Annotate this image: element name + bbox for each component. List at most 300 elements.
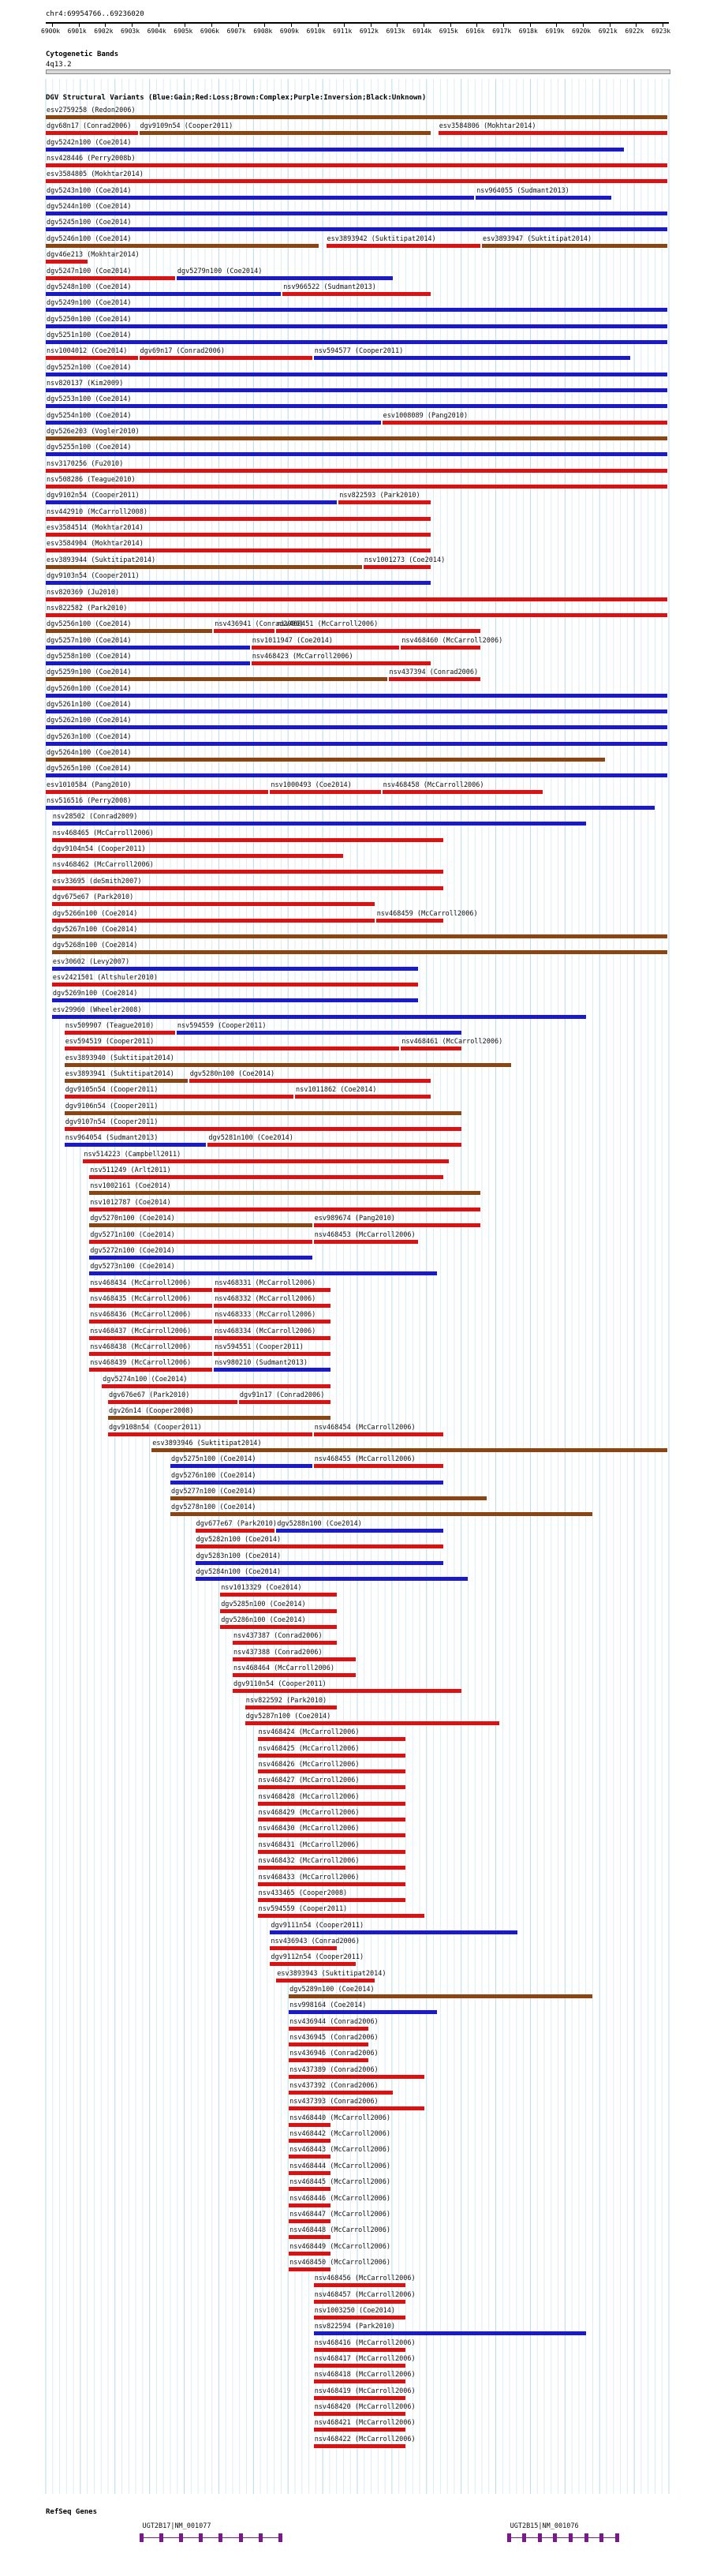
variant-label[interactable]: nsv594577 (Cooper2011) (314, 347, 404, 356)
variant-bar[interactable] (170, 1496, 487, 1500)
variant-label[interactable]: nsv822592 (Park2010) (245, 1696, 327, 1705)
variant-bar[interactable] (289, 2235, 330, 2239)
variant-bar[interactable] (314, 2428, 406, 2432)
variant-label[interactable]: esv2421501 (Altshuler2010) (52, 973, 158, 982)
variant-bar[interactable] (314, 2348, 406, 2352)
variant-bar[interactable] (46, 436, 667, 440)
variant-bar[interactable] (289, 2106, 424, 2110)
variant-label[interactable]: dgv5245n100 (Coe2014) (47, 219, 132, 227)
variant-bar[interactable] (214, 1336, 330, 1340)
variant-label[interactable]: dgv9108n54 (Cooper2011) (109, 1423, 202, 1432)
variant-label[interactable]: nsv437392 (Conrad2006) (289, 2082, 379, 2091)
variant-bar[interactable] (46, 773, 667, 777)
variant-bar[interactable] (289, 2267, 330, 2271)
variant-bar[interactable] (401, 1046, 461, 1050)
variant-label[interactable]: dgv5269n100 (Coe2014) (52, 990, 138, 998)
gene-label[interactable]: UGT2B17|NM_001077 (142, 2522, 211, 2530)
variant-bar[interactable] (214, 629, 274, 633)
variant-label[interactable]: nsv508286 (Teague2010) (47, 476, 136, 485)
variant-label[interactable]: nsv468436 (McCarroll2006) (90, 1311, 192, 1320)
variant-label[interactable]: dgv526e203 (Vogler2010) (47, 428, 140, 436)
variant-bar[interactable] (46, 196, 474, 200)
variant-label[interactable]: esv1010584 (Pang2010) (47, 781, 132, 789)
variant-label[interactable]: nsv468453 (McCarroll2006) (314, 1230, 416, 1239)
variant-bar[interactable] (46, 646, 250, 650)
variant-label[interactable]: nsv468428 (McCarroll2006) (258, 1792, 360, 1801)
variant-label[interactable]: esv989674 (Pang2010) (314, 1215, 396, 1223)
variant-label[interactable]: nsv468464 (McCarroll2006) (233, 1664, 334, 1672)
variant-label[interactable]: esv2759258 (Redon2006) (47, 107, 136, 114)
variant-bar[interactable] (439, 131, 667, 135)
variant-label[interactable]: nsv468419 (McCarroll2006) (314, 2387, 416, 2395)
variant-bar[interactable] (245, 1721, 499, 1725)
variant-label[interactable]: dgv5250n100 (Coe2014) (47, 315, 132, 324)
variant-bar[interactable] (52, 998, 418, 1002)
variant-label[interactable]: nsv468435 (McCarroll2006) (90, 1294, 192, 1303)
variant-label[interactable]: esv3584806 (Mokhtar2014) (439, 122, 536, 131)
variant-bar[interactable] (282, 292, 431, 296)
variant-label[interactable]: dgv5276n100 (Coe2014) (171, 1471, 256, 1480)
variant-label[interactable]: dgv5259n100 (Coe2014) (47, 668, 132, 677)
variant-bar[interactable] (314, 2364, 406, 2368)
variant-bar[interactable] (233, 1641, 337, 1645)
variant-label[interactable]: nsv436941 (Conrad2006) (215, 620, 304, 629)
variant-label[interactable]: dgv5266n100 (Coe2014) (52, 909, 138, 918)
variant-bar[interactable] (46, 694, 667, 698)
variant-bar[interactable] (52, 950, 667, 954)
variant-bar[interactable] (65, 1046, 400, 1050)
variant-bar[interactable] (89, 1271, 436, 1275)
variant-label[interactable]: nsv468420 (McCarroll2006) (314, 2403, 416, 2412)
variant-label[interactable]: dgv5264n100 (Coe2014) (47, 749, 132, 757)
variant-label[interactable]: nsv511249 (Arlt2011) (90, 1166, 171, 1175)
variant-label[interactable]: nsv966522 (Sudmant2013) (283, 283, 376, 291)
variant-bar[interactable] (108, 1432, 312, 1436)
variant-bar[interactable] (46, 148, 624, 152)
variant-bar[interactable] (46, 260, 88, 264)
variant-label[interactable]: nsv468426 (McCarroll2006) (258, 1761, 360, 1769)
variant-bar[interactable] (482, 244, 667, 248)
variant-bar[interactable] (289, 2058, 368, 2062)
variant-bar[interactable] (289, 2027, 368, 2031)
variant-label[interactable]: nsv1000493 (Coe2014) (271, 781, 352, 789)
variant-label[interactable]: nsv468331 (McCarroll2006) (215, 1279, 316, 1287)
variant-label[interactable]: nsv822594 (Park2010) (314, 2323, 396, 2331)
variant-bar[interactable] (476, 196, 611, 200)
variant-label[interactable]: nsv468460 (McCarroll2006) (401, 636, 503, 645)
variant-label[interactable]: nsv820137 (Kim2009) (47, 379, 124, 388)
variant-label[interactable]: nsv468461 (McCarroll2006) (401, 1038, 503, 1046)
variant-bar[interactable] (170, 1512, 592, 1516)
variant-label[interactable]: esv3584805 (Mokhtar2014) (47, 170, 144, 179)
variant-bar[interactable] (108, 1416, 330, 1420)
variant-label[interactable]: dgv5275n100 (Coe2014) (171, 1455, 256, 1464)
variant-bar[interactable] (196, 1561, 443, 1565)
variant-bar[interactable] (289, 2171, 330, 2175)
variant-bar[interactable] (314, 1223, 480, 1227)
variant-label[interactable]: nsv468456 (McCarroll2006) (314, 2275, 416, 2283)
variant-bar[interactable] (52, 838, 443, 842)
variant-label[interactable]: esv594519 (Cooper2011) (65, 1038, 155, 1046)
variant-label[interactable]: dgv5267n100 (Coe2014) (52, 925, 138, 934)
variant-label[interactable]: nsv468424 (McCarroll2006) (258, 1728, 360, 1737)
variant-bar[interactable] (289, 2042, 368, 2046)
variant-label[interactable]: nsv468444 (McCarroll2006) (289, 2162, 391, 2170)
variant-label[interactable]: dgv5263n100 (Coe2014) (47, 732, 132, 741)
variant-bar[interactable] (52, 870, 443, 874)
variant-label[interactable]: dgv9103n54 (Cooper2011) (47, 572, 140, 581)
variant-bar[interactable] (46, 469, 667, 473)
variant-bar[interactable] (177, 276, 394, 280)
variant-bar[interactable] (46, 742, 667, 746)
variant-bar[interactable] (65, 1143, 207, 1147)
variant-label[interactable]: nsv468449 (McCarroll2006) (289, 2242, 391, 2251)
variant-bar[interactable] (196, 1544, 443, 1548)
variant-label[interactable]: dgv677e67 (Park2010) (196, 1519, 277, 1528)
variant-label[interactable]: nsv468450 (McCarroll2006) (289, 2258, 391, 2267)
variant-bar[interactable] (151, 1448, 667, 1452)
variant-label[interactable]: dgv9112n54 (Cooper2011) (271, 1953, 364, 1962)
variant-bar[interactable] (258, 1802, 406, 1806)
variant-bar[interactable] (258, 1866, 406, 1870)
variant-label[interactable]: nsv468443 (McCarroll2006) (289, 2146, 391, 2155)
variant-bar[interactable] (89, 1288, 212, 1292)
variant-label[interactable]: nsv998164 (Coe2014) (289, 2001, 367, 2010)
variant-label[interactable]: nsv1011862 (Coe2014) (296, 1086, 377, 1095)
variant-label[interactable]: dgv5265n100 (Coe2014) (47, 765, 132, 773)
variant-label[interactable]: nsv468462 (McCarroll2006) (52, 861, 154, 870)
variant-label[interactable]: nsv822593 (Park2010) (339, 492, 420, 500)
variant-bar[interactable] (376, 919, 443, 923)
variant-bar[interactable] (46, 340, 667, 344)
variant-bar[interactable] (46, 244, 319, 248)
variant-bar[interactable] (46, 276, 175, 280)
variant-label[interactable]: nsv1012787 (Coe2014) (90, 1198, 171, 1207)
variant-bar[interactable] (245, 1705, 338, 1709)
variant-label[interactable]: dgv5268n100 (Coe2014) (52, 942, 138, 950)
variant-bar[interactable] (289, 2075, 424, 2079)
variant-label[interactable]: nsv468457 (McCarroll2006) (314, 2290, 416, 2299)
variant-label[interactable]: dgv5287n100 (Coe2014) (245, 1713, 331, 1720)
variant-label[interactable]: dgv5274n100 (Coe2014) (103, 1375, 188, 1383)
variant-label[interactable]: dgv5242n100 (Coe2014) (47, 138, 132, 147)
variant-bar[interactable] (46, 517, 431, 521)
variant-label[interactable]: nsv468429 (McCarroll2006) (258, 1809, 360, 1818)
variant-bar[interactable] (214, 1288, 330, 1292)
variant-bar[interactable] (214, 1304, 330, 1308)
variant-bar[interactable] (170, 1464, 312, 1468)
variant-bar[interactable] (289, 2155, 330, 2159)
variant-label[interactable]: dgv91n17 (Conrad2006) (239, 1391, 325, 1399)
variant-bar[interactable] (207, 1143, 461, 1147)
variant-bar[interactable] (52, 934, 667, 938)
variant-label[interactable]: dgv9104n54 (Cooper2011) (52, 845, 146, 854)
variant-bar[interactable] (364, 565, 431, 569)
variant-bar[interactable] (46, 308, 667, 312)
variant-bar[interactable] (258, 1785, 406, 1789)
variant-label[interactable]: dgv5253n100 (Coe2014) (47, 395, 132, 404)
variant-bar[interactable] (46, 163, 667, 167)
variant-label[interactable]: dgv5271n100 (Coe2014) (90, 1230, 175, 1239)
variant-bar[interactable] (214, 1320, 330, 1324)
variant-bar[interactable] (258, 1833, 406, 1837)
variant-label[interactable]: nsv437388 (Conrad2006) (233, 1648, 323, 1657)
variant-label[interactable]: nsv468446 (McCarroll2006) (289, 2194, 391, 2203)
variant-bar[interactable] (314, 1464, 443, 1468)
variant-bar[interactable] (46, 388, 667, 392)
variant-label[interactable]: dgv26n14 (Cooper2008) (109, 1407, 194, 1416)
variant-label[interactable]: nsv437389 (Conrad2006) (289, 2065, 379, 2074)
variant-label[interactable]: nsv468454 (McCarroll2006) (314, 1423, 416, 1432)
variant-label[interactable]: nsv468465 (McCarroll2006) (52, 829, 154, 837)
variant-bar[interactable] (389, 677, 481, 681)
variant-label[interactable]: nsv468431 (McCarroll2006) (258, 1840, 360, 1849)
variant-bar[interactable] (46, 565, 362, 569)
variant-bar[interactable] (52, 902, 375, 906)
variant-label[interactable]: dgv9102n54 (Cooper2011) (47, 492, 140, 500)
variant-label[interactable]: esv3584514 (Mokhtar2014) (47, 524, 144, 533)
variant-label[interactable]: nsv468430 (McCarroll2006) (258, 1825, 360, 1833)
variant-bar[interactable] (46, 500, 337, 504)
variant-label[interactable]: nsv468433 (McCarroll2006) (258, 1873, 360, 1881)
variant-bar[interactable] (289, 2139, 330, 2143)
variant-label[interactable]: dgv5244n100 (Coe2014) (47, 203, 132, 212)
variant-label[interactable]: dgv5255n100 (Coe2014) (47, 444, 132, 452)
variant-label[interactable]: dgv5285n100 (Coe2014) (221, 1600, 306, 1608)
variant-bar[interactable] (338, 500, 431, 504)
variant-label[interactable]: nsv468417 (McCarroll2006) (314, 2355, 416, 2363)
variant-bar[interactable] (46, 356, 138, 360)
variant-bar[interactable] (270, 1946, 337, 1950)
variant-bar[interactable] (46, 597, 667, 601)
gene-label[interactable]: UGT2B15|NM_001076 (510, 2522, 579, 2530)
variant-bar[interactable] (314, 2379, 406, 2383)
variant-bar[interactable] (102, 1384, 330, 1388)
variant-label[interactable]: dgv5247n100 (Coe2014) (47, 267, 132, 275)
variant-bar[interactable] (52, 822, 586, 826)
variant-bar[interactable] (46, 131, 138, 135)
variant-bar[interactable] (252, 646, 400, 650)
variant-label[interactable]: nsv436943 (Conrad2006) (271, 1937, 360, 1945)
variant-bar[interactable] (258, 1754, 406, 1758)
variant-label[interactable]: dgv5249n100 (Coe2014) (47, 299, 132, 308)
variant-bar[interactable] (65, 1127, 462, 1131)
variant-label[interactable]: nsv964054 (Sudmant2013) (65, 1134, 159, 1143)
variant-bar[interactable] (52, 1015, 586, 1019)
variant-label[interactable]: dgv5270n100 (Coe2014) (90, 1215, 175, 1223)
variant-label[interactable]: nsv28502 (Conrad2009) (52, 813, 138, 822)
variant-bar[interactable] (140, 131, 431, 135)
variant-label[interactable]: nsv468432 (McCarroll2006) (258, 1857, 360, 1866)
variant-bar[interactable] (289, 2010, 437, 2014)
variant-label[interactable]: esv3893940 (Suktitipat2014) (65, 1054, 174, 1062)
variant-bar[interactable] (270, 790, 380, 794)
variant-label[interactable]: dgv5260n100 (Coe2014) (47, 684, 132, 693)
variant-label[interactable]: nsv1003250 (Coe2014) (314, 2306, 396, 2315)
variant-label[interactable]: dgv5283n100 (Coe2014) (196, 1552, 282, 1560)
variant-bar[interactable] (89, 1191, 480, 1195)
variant-label[interactable]: esv30602 (Levy2007) (52, 957, 130, 966)
variant-label[interactable]: dgv5273n100 (Coe2014) (90, 1263, 175, 1271)
variant-label[interactable]: nsv820369 (Ju2010) (47, 588, 120, 597)
variant-label[interactable]: nsv594559 (Cooper2011) (177, 1021, 267, 1030)
variant-label[interactable]: dgv5288n100 (Coe2014) (277, 1519, 362, 1528)
variant-label[interactable]: dgv9109n54 (Cooper2011) (140, 122, 233, 131)
variant-bar[interactable] (295, 1095, 431, 1099)
variant-bar[interactable] (189, 1079, 431, 1083)
variant-bar[interactable] (65, 1095, 293, 1099)
variant-bar[interactable] (46, 725, 667, 729)
variant-label[interactable]: dgv676e67 (Park2010) (109, 1391, 190, 1399)
variant-bar[interactable] (177, 1031, 461, 1035)
variant-label[interactable]: dgv5248n100 (Coe2014) (47, 283, 132, 291)
variant-label[interactable]: nsv437394 (Conrad2006) (389, 668, 479, 677)
variant-label[interactable]: esv3893942 (Suktitipat2014) (327, 234, 436, 243)
variant-bar[interactable] (46, 613, 667, 617)
variant-label[interactable]: nsv509907 (Teague2010) (65, 1021, 155, 1030)
variant-bar[interactable] (89, 1304, 212, 1308)
variant-label[interactable]: nsv516516 (Perry2008) (47, 797, 132, 806)
variant-bar[interactable] (46, 324, 667, 328)
variant-bar[interactable] (276, 1529, 442, 1533)
variant-label[interactable]: nsv468425 (McCarroll2006) (258, 1744, 360, 1753)
variant-bar[interactable] (258, 1850, 406, 1854)
variant-bar[interactable] (46, 115, 667, 119)
variant-label[interactable]: nsv964055 (Sudmant2013) (476, 186, 569, 195)
variant-bar[interactable] (52, 967, 418, 971)
variant-label[interactable]: dgv5261n100 (Coe2014) (47, 700, 132, 709)
variant-label[interactable]: nsv468422 (McCarroll2006) (314, 2435, 416, 2443)
variant-bar[interactable] (289, 2187, 330, 2191)
variant-label[interactable]: nsv1011947 (Coe2014) (252, 636, 334, 645)
variant-bar[interactable] (46, 533, 431, 537)
variant-bar[interactable] (289, 2219, 330, 2223)
variant-label[interactable]: nsv822582 (Park2010) (47, 604, 128, 612)
variant-bar[interactable] (46, 421, 381, 425)
variant-bar[interactable] (65, 1079, 188, 1083)
variant-label[interactable]: nsv468423 (McCarroll2006) (252, 652, 353, 661)
variant-label[interactable]: dgv5282n100 (Coe2014) (196, 1536, 282, 1544)
variant-bar[interactable] (270, 1962, 356, 1966)
variant-bar[interactable] (233, 1673, 356, 1677)
variant-label[interactable]: dgv5278n100 (Coe2014) (171, 1503, 256, 1512)
variant-label[interactable]: dgv5286n100 (Coe2014) (221, 1616, 306, 1624)
variant-bar[interactable] (314, 356, 630, 360)
variant-label[interactable]: nsv436945 (Conrad2006) (289, 2034, 379, 2042)
variant-label[interactable]: dgv5281n100 (Coe2014) (208, 1134, 293, 1143)
variant-label[interactable]: nsv594559 (Cooper2011) (258, 1905, 348, 1914)
variant-label[interactable]: nsv468437 (McCarroll2006) (90, 1327, 192, 1335)
variant-bar[interactable] (170, 1481, 443, 1485)
variant-bar[interactable] (289, 1994, 592, 1998)
variant-bar[interactable] (214, 1352, 330, 1356)
variant-label[interactable]: nsv468459 (McCarroll2006) (376, 909, 478, 918)
variant-label[interactable]: dgv69n17 (Conrad2006) (140, 347, 225, 356)
variant-bar[interactable] (196, 1529, 275, 1533)
variant-bar[interactable] (289, 2252, 330, 2256)
variant-bar[interactable] (52, 854, 343, 858)
variant-bar[interactable] (276, 1979, 374, 1983)
variant-bar[interactable] (52, 886, 443, 890)
variant-bar[interactable] (314, 2300, 406, 2304)
variant-label[interactable]: dgv46e213 (Mokhtar2014) (47, 251, 140, 260)
variant-label[interactable]: nsv436946 (Conrad2006) (289, 2050, 379, 2058)
variant-label[interactable]: nsv468438 (McCarroll2006) (90, 1342, 192, 1351)
variant-label[interactable]: nsv437387 (Conrad2006) (233, 1632, 323, 1641)
variant-label[interactable]: nsv468427 (McCarroll2006) (258, 1777, 360, 1785)
variant-bar[interactable] (65, 1031, 175, 1035)
variant-label[interactable]: nsv594551 (Cooper2011) (215, 1342, 304, 1351)
variant-label[interactable]: dgv9110n54 (Cooper2011) (233, 1680, 327, 1689)
variant-bar[interactable] (89, 1336, 212, 1340)
variant-bar[interactable] (89, 1368, 212, 1372)
variant-bar[interactable] (140, 356, 312, 360)
variant-bar[interactable] (314, 2331, 587, 2335)
variant-label[interactable]: nsv3170256 (Fu2010) (47, 459, 124, 468)
variant-label[interactable]: nsv468440 (McCarroll2006) (289, 2114, 391, 2122)
variant-bar[interactable] (89, 1175, 442, 1179)
variant-bar[interactable] (314, 2316, 406, 2320)
variant-bar[interactable] (276, 629, 480, 633)
variant-bar[interactable] (196, 1577, 469, 1581)
variant-label[interactable]: dgv5251n100 (Coe2014) (47, 331, 132, 339)
variant-bar[interactable] (214, 1368, 330, 1372)
variant-label[interactable]: nsv468439 (McCarroll2006) (90, 1359, 192, 1368)
variant-bar[interactable] (108, 1400, 237, 1404)
variant-label[interactable]: nsv468448 (McCarroll2006) (289, 2226, 391, 2235)
variant-bar[interactable] (83, 1159, 449, 1163)
variant-label[interactable]: nsv428446 (Perry2008b) (47, 155, 136, 163)
variant-bar[interactable] (258, 1769, 406, 1773)
variant-bar[interactable] (46, 661, 250, 665)
variant-bar[interactable] (89, 1208, 480, 1211)
variant-bar[interactable] (46, 292, 281, 296)
variant-bar[interactable] (89, 1352, 212, 1356)
variant-bar[interactable] (258, 1818, 406, 1822)
variant-label[interactable]: dgv9107n54 (Cooper2011) (65, 1118, 159, 1127)
variant-label[interactable]: esv33695 (deSmith2007) (52, 877, 142, 886)
variant-bar[interactable] (46, 677, 387, 681)
variant-label[interactable]: dgv5257n100 (Coe2014) (47, 636, 132, 645)
variant-bar[interactable] (314, 2412, 406, 2416)
variant-label[interactable]: esv1008089 (Pang2010) (383, 411, 469, 420)
variant-bar[interactable] (89, 1256, 312, 1260)
variant-bar[interactable] (258, 1737, 406, 1741)
variant-bar[interactable] (258, 1882, 406, 1886)
variant-label[interactable]: nsv468442 (McCarroll2006) (289, 2130, 391, 2139)
variant-label[interactable]: nsv468434 (McCarroll2006) (90, 1279, 192, 1287)
variant-bar[interactable] (46, 710, 667, 713)
variant-bar[interactable] (314, 1240, 418, 1244)
variant-label[interactable]: esv3893941 (Suktitipat2014) (65, 1070, 174, 1078)
variant-label[interactable]: nsv468421 (McCarroll2006) (314, 2419, 416, 2428)
variant-bar[interactable] (289, 2203, 330, 2207)
variant-bar[interactable] (46, 790, 268, 794)
variant-bar[interactable] (46, 212, 667, 215)
variant-label[interactable]: dgv5289n100 (Coe2014) (289, 1985, 375, 1994)
variant-bar[interactable] (314, 2396, 406, 2400)
variant-label[interactable]: nsv468451 (McCarroll2006) (277, 620, 379, 629)
variant-label[interactable]: nsv468334 (McCarroll2006) (215, 1327, 316, 1335)
variant-label[interactable]: dgv5254n100 (Coe2014) (47, 411, 132, 420)
variant-label[interactable]: dgv5280n100 (Coe2014) (189, 1070, 275, 1078)
variant-label[interactable]: nsv468447 (McCarroll2006) (289, 2210, 391, 2218)
variant-bar[interactable] (89, 1223, 312, 1227)
variant-label[interactable]: dgv9105n54 (Cooper2011) (65, 1086, 159, 1095)
variant-bar[interactable] (314, 1432, 443, 1436)
variant-bar[interactable] (327, 244, 481, 248)
variant-bar[interactable] (46, 179, 667, 183)
